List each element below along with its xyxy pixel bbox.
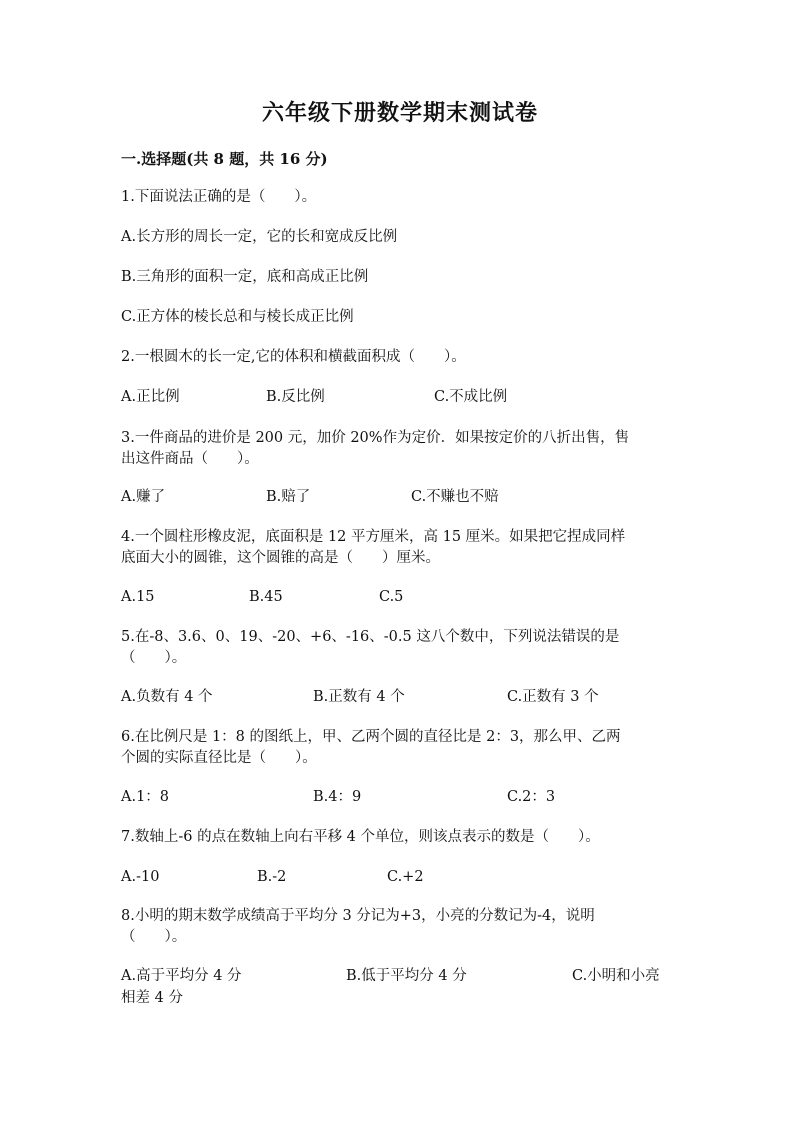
question-1-option-b[interactable]: B.三角形的面积一定，底和高成正比例 [121,269,369,285]
question-4-options [121,586,681,609]
question-2-text: 2.一根圆木的长一定,它的体积和横截面积成（ ）。 [121,349,466,365]
question-6-text-line-2: 个圆的实际直径比是（ ）。 [121,750,317,766]
question-2-option-c[interactable]: C.不成比例 [434,389,508,405]
question-5-option-b[interactable]: B.正数有 4 个 [313,689,405,705]
question-4-text-line-2: 底面大小的圆锥，这个圆锥的高是（ ）厘米。 [121,550,440,566]
question-3-text-line-1: 3.一件商品的进价是 200 元，加价 20%作为定价．如果按定价的八折出售，售 [121,430,630,446]
question-8-text-line-2: （ ）。 [121,929,187,945]
question-3-option-c[interactable]: C.不赚也不赔 [411,489,499,505]
question-1-option-a[interactable]: A.长方形的周长一定，它的长和宽成反比例 [121,229,398,245]
question-5-options [121,686,681,709]
question-6-text-line-1: 6.在比例尺是 1：8 的图纸上，甲、乙两个圆的直径比是 2：3，那么甲、乙两 [121,729,621,745]
question-8-option-b[interactable]: B.低于平均分 4 分 [346,968,467,984]
question-3-option-b[interactable]: B.赔了 [266,489,311,505]
question-7-option-c[interactable]: C.+2 [387,869,424,885]
question-8-option-c[interactable]: C.小明和小亮 [572,968,660,984]
question-8-option-a[interactable]: A.高于平均分 4 分 [121,968,242,984]
question-3-text-line-2: 出这件商品（ ）。 [121,451,259,467]
question-8-text-line-1: 8.小明的期末数学成绩高于平均分 3 分记为+3，小亮的分数记为-4，说明 [121,908,595,924]
question-7-text: 7.数轴上-6 的点在数轴上向右平移 4 个单位，则该点表示的数是（ ）。 [121,829,600,845]
question-8-option-c-continuation: 相差 4 分 [121,990,183,1006]
question-5-text-line-1: 5.在-8、3.6、0、19、-20、+6、-16、-0.5 这八个数中，下列说法错误的是 [121,629,620,645]
question-5-text-line-2: （ ）。 [121,650,187,666]
question-4-text-line-1: 4.一个圆柱形橡皮泥，底面积是 12 平方厘米，高 15 厘米。如果把它捏成同样 [121,529,626,545]
question-5-option-c[interactable]: C.正数有 3 个 [507,689,599,705]
question-8-options [121,965,681,988]
question-1-text: 1.下面说法正确的是（ ）。 [121,189,317,205]
question-4-option-a[interactable]: A.15 [121,589,155,605]
question-6-option-a[interactable]: A.1：8 [121,789,170,805]
question-2-options [121,386,681,409]
question-1-option-c[interactable]: C.正方体的棱长总和与棱长成正比例 [121,309,354,325]
question-6-option-b[interactable]: B.4：9 [313,789,362,805]
question-2-option-a[interactable]: A.正比例 [121,389,180,405]
question-7-options [121,866,681,889]
question-6-option-c[interactable]: C.2：3 [507,789,556,805]
question-2-option-b[interactable]: B.反比例 [266,389,325,405]
question-4-option-c[interactable]: C.5 [379,589,404,605]
exam-title: 六年级下册数学期末测试卷 [261,100,538,126]
question-4-option-b[interactable]: B.45 [249,589,283,605]
section-heading: 一.选择题(共 8 题，共 16 分) [121,150,328,168]
question-5-option-a[interactable]: A.负数有 4 个 [121,689,213,705]
question-7-option-b[interactable]: B.-2 [257,869,287,885]
question-3-options [121,486,681,509]
question-6-options [121,786,681,809]
question-7-option-a[interactable]: A.-10 [121,869,160,885]
question-3-option-a[interactable]: A.赚了 [121,489,166,505]
